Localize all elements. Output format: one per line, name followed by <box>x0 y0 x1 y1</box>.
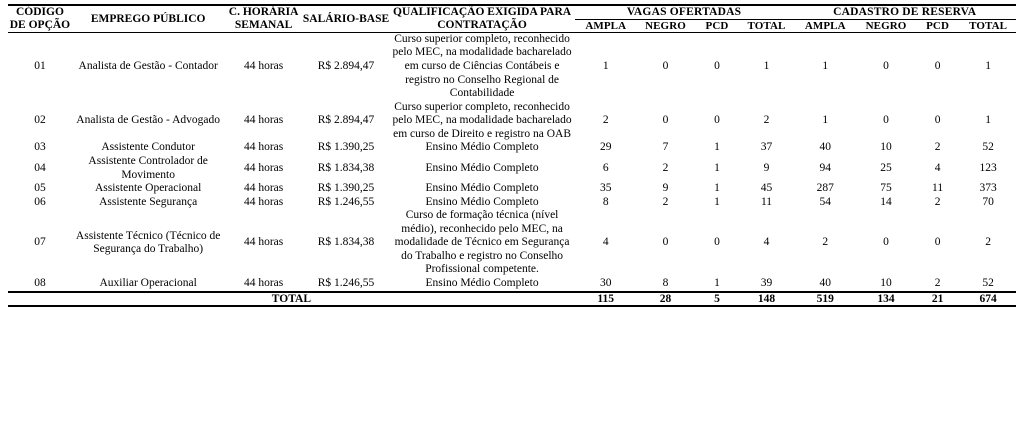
cell-emprego: Analista de Gestão - Advogado <box>76 114 221 127</box>
cell-reserva-negro: 25 <box>880 161 892 174</box>
cell-codigo: 05 <box>34 182 46 195</box>
cell-emprego: Assistente Técnico (Técnico de Segurança do Trabalho) <box>75 229 221 256</box>
cell-vagas-pcd: 0 <box>714 236 720 249</box>
cell-vagas-pcd: 0 <box>714 60 720 72</box>
cell-vagas-negro: 0 <box>662 60 669 72</box>
total-label: TOTAL <box>8 292 575 306</box>
cell-reserva-pcd: 0 <box>934 236 941 249</box>
cell-codigo: 03 <box>34 141 46 154</box>
cell-vagas-negro: 7 <box>662 141 669 154</box>
header-salario: SALÁRIO-BASE <box>303 5 390 32</box>
table-row <box>8 196 1016 210</box>
cell-vagas-negro: 2 <box>662 161 669 174</box>
cell-salario: R$ 1.834,38 <box>317 161 375 174</box>
cell-emprego: Assistente Condutor <box>101 141 195 154</box>
cell-qualificacao: Ensino Médio Completo <box>425 161 539 174</box>
total-reserva-ampla: 519 <box>793 292 857 306</box>
cell-reserva-ampla: 287 <box>816 182 834 195</box>
cell-emprego: Assistente Controlador de Movimento <box>88 154 208 181</box>
cell-vagas-total: 37 <box>760 141 773 154</box>
total-vagas-ampla: 115 <box>575 292 637 306</box>
table-row <box>8 32 1016 100</box>
cell-reserva-total: 1 <box>985 60 991 72</box>
cell-carga-horaria: 44 horas <box>243 195 284 208</box>
cell-codigo: 08 <box>34 277 46 289</box>
cell-salario: R$ 1.246,55 <box>317 277 375 289</box>
cell-codigo: 04 <box>34 161 46 174</box>
cell-reserva-pcd: 11 <box>932 182 944 195</box>
cell-reserva-total: 52 <box>982 141 994 154</box>
total-vagas-total: 148 <box>740 292 794 306</box>
cell-vagas-total: 1 <box>763 60 770 72</box>
header-vagas-pcd: PCD <box>694 19 739 32</box>
cell-emprego: Analista de Gestão - Contador <box>78 60 218 72</box>
header-qualificacao: QUALIFICAÇÃO EXIGIDA PARA CONTRATAÇÃO <box>389 5 575 32</box>
cell-carga-horaria: 44 horas <box>243 141 284 154</box>
cell-salario: R$ 2.894,47 <box>317 60 375 72</box>
cell-qualificacao: Ensino Médio Completo <box>425 277 539 289</box>
cell-vagas-ampla: 1 <box>602 60 609 72</box>
total-reserva-total: 674 <box>960 292 1016 306</box>
total-reserva-pcd: 21 <box>915 292 960 306</box>
cell-salario: R$ 1.246,55 <box>317 195 375 208</box>
cell-qualificacao: Curso superior completo, reconhecido pelo MEC, na modalidade bacharelado em curso de Ciências Contábeis e registro no Conselho Regional de Contabilidade <box>392 32 572 100</box>
cell-salario: R$ 1.834,38 <box>317 236 375 249</box>
cell-reserva-negro: 0 <box>883 236 889 249</box>
cell-vagas-negro: 0 <box>662 114 669 127</box>
cell-reserva-pcd: 4 <box>934 161 941 174</box>
cell-qualificacao: Curso de formação técnica (nível médio), reconhecido pelo MEC, na modalidade de Técnico em Segurança do Trabalho e registro no Conselho Profissional competente. <box>394 209 570 276</box>
cell-emprego: Auxiliar Operacional <box>99 277 197 289</box>
cell-reserva-total: 70 <box>982 195 994 208</box>
total-vagas-negro: 28 <box>637 292 695 306</box>
total-vagas-pcd: 5 <box>694 292 739 306</box>
cell-vagas-ampla: 6 <box>602 161 609 174</box>
cell-qualificacao: Curso superior completo, reconhecido pelo MEC, na modalidade bacharelado em curso de Direito e registro na OAB <box>392 100 572 140</box>
cell-reserva-ampla: 1 <box>822 60 829 72</box>
cell-vagas-total: 11 <box>760 195 773 208</box>
table-row <box>8 182 1016 196</box>
cell-salario: R$ 2.894,47 <box>317 114 375 127</box>
cell-emprego: Assistente Operacional <box>94 182 202 195</box>
cell-vagas-total: 39 <box>760 277 773 289</box>
cell-vagas-pcd: 1 <box>714 141 720 154</box>
cell-vagas-total: 9 <box>763 161 770 174</box>
header-emprego: EMPREGO PÚBLICO <box>72 5 225 32</box>
header-vagas-negro: NEGRO <box>637 19 695 32</box>
cell-reserva-pcd: 2 <box>934 277 941 289</box>
cell-carga-horaria: 44 horas <box>243 114 284 127</box>
cell-codigo: 07 <box>34 236 46 249</box>
cell-vagas-ampla: 30 <box>599 277 612 289</box>
cell-vagas-negro: 9 <box>662 182 669 195</box>
cell-vagas-negro: 0 <box>662 236 669 249</box>
header-reserva-total: TOTAL <box>960 19 1016 32</box>
cell-reserva-pcd: 2 <box>934 141 941 154</box>
cell-vagas-total: 2 <box>763 114 770 127</box>
cell-reserva-pcd: 2 <box>934 195 941 208</box>
header-vagas-ofertadas: VAGAS OFERTADAS <box>575 5 793 19</box>
header-reserva-pcd: PCD <box>915 19 960 32</box>
cell-vagas-ampla: 35 <box>599 182 612 195</box>
header-codigo: CÓDIGO DE OPÇÃO <box>9 6 71 31</box>
cell-reserva-total: 373 <box>979 182 997 195</box>
cell-reserva-negro: 10 <box>880 277 892 289</box>
cell-reserva-ampla: 54 <box>819 195 831 208</box>
cell-codigo: 06 <box>34 195 46 208</box>
table-row <box>8 141 1016 155</box>
cell-reserva-negro: 0 <box>883 60 889 72</box>
header-vagas-total: TOTAL <box>740 19 794 32</box>
total-reserva-negro: 134 <box>857 292 915 306</box>
header-cadastro-reserva: CADASTRO DE RESERVA <box>793 5 1016 19</box>
cell-reserva-ampla: 1 <box>822 114 829 127</box>
cell-reserva-total: 2 <box>985 236 991 249</box>
cell-vagas-pcd: 1 <box>714 182 720 195</box>
cell-salario: R$ 1.390,25 <box>317 182 375 195</box>
cell-reserva-pcd: 0 <box>934 60 941 72</box>
cell-vagas-negro: 2 <box>662 195 669 208</box>
cell-reserva-ampla: 2 <box>822 236 829 249</box>
cell-codigo: 01 <box>34 60 46 72</box>
cell-vagas-ampla: 8 <box>602 195 609 208</box>
cell-vagas-pcd: 1 <box>714 161 720 174</box>
cell-emprego: Assistente Segurança <box>99 195 198 208</box>
cell-reserva-negro: 10 <box>880 141 892 154</box>
header-reserva-ampla: AMPLA <box>793 19 857 32</box>
cell-reserva-total: 123 <box>979 161 997 174</box>
cell-vagas-total: 4 <box>763 236 770 249</box>
table-row <box>8 155 1016 182</box>
cell-salario: R$ 1.390,25 <box>317 141 375 154</box>
table-header-row-primary <box>8 5 1016 19</box>
cell-carga-horaria: 44 horas <box>243 236 284 249</box>
cell-carga-horaria: 44 horas <box>243 182 284 195</box>
cell-carga-horaria: 44 horas <box>243 161 284 174</box>
cell-reserva-ampla: 40 <box>819 277 831 289</box>
cell-carga-horaria: 44 horas <box>243 60 284 72</box>
cell-vagas-ampla: 29 <box>599 141 612 154</box>
cell-reserva-ampla: 40 <box>819 141 831 154</box>
cell-vagas-pcd: 1 <box>714 195 720 208</box>
cell-vagas-ampla: 4 <box>602 236 609 249</box>
cell-vagas-negro: 8 <box>662 277 669 289</box>
cell-qualificacao: Ensino Médio Completo <box>425 141 539 154</box>
cell-vagas-total: 45 <box>760 182 773 195</box>
table-row <box>8 209 1016 277</box>
vacancies-table <box>8 4 1016 307</box>
table-row <box>8 101 1016 142</box>
header-carga-horaria: C. HORÁRIA SEMANAL <box>224 5 302 32</box>
cell-reserva-negro: 75 <box>880 182 892 195</box>
header-reserva-negro: NEGRO <box>857 19 915 32</box>
cell-reserva-total: 52 <box>982 277 994 289</box>
cell-vagas-pcd: 1 <box>714 277 720 289</box>
cell-qualificacao: Ensino Médio Completo <box>425 182 539 195</box>
cell-reserva-negro: 0 <box>883 114 889 127</box>
table-body <box>8 32 1016 291</box>
cell-reserva-negro: 14 <box>880 195 892 208</box>
cell-vagas-ampla: 2 <box>602 114 609 127</box>
cell-vagas-pcd: 0 <box>714 114 720 127</box>
cell-reserva-pcd: 0 <box>934 114 941 127</box>
cell-carga-horaria: 44 horas <box>243 277 284 289</box>
cell-reserva-total: 1 <box>985 114 991 127</box>
cell-reserva-ampla: 94 <box>819 161 831 174</box>
table-row <box>8 277 1016 292</box>
header-vagas-ampla: AMPLA <box>575 19 637 32</box>
cell-codigo: 02 <box>34 114 46 127</box>
cell-qualificacao: Ensino Médio Completo <box>425 195 539 208</box>
table-total-row <box>8 292 1016 306</box>
